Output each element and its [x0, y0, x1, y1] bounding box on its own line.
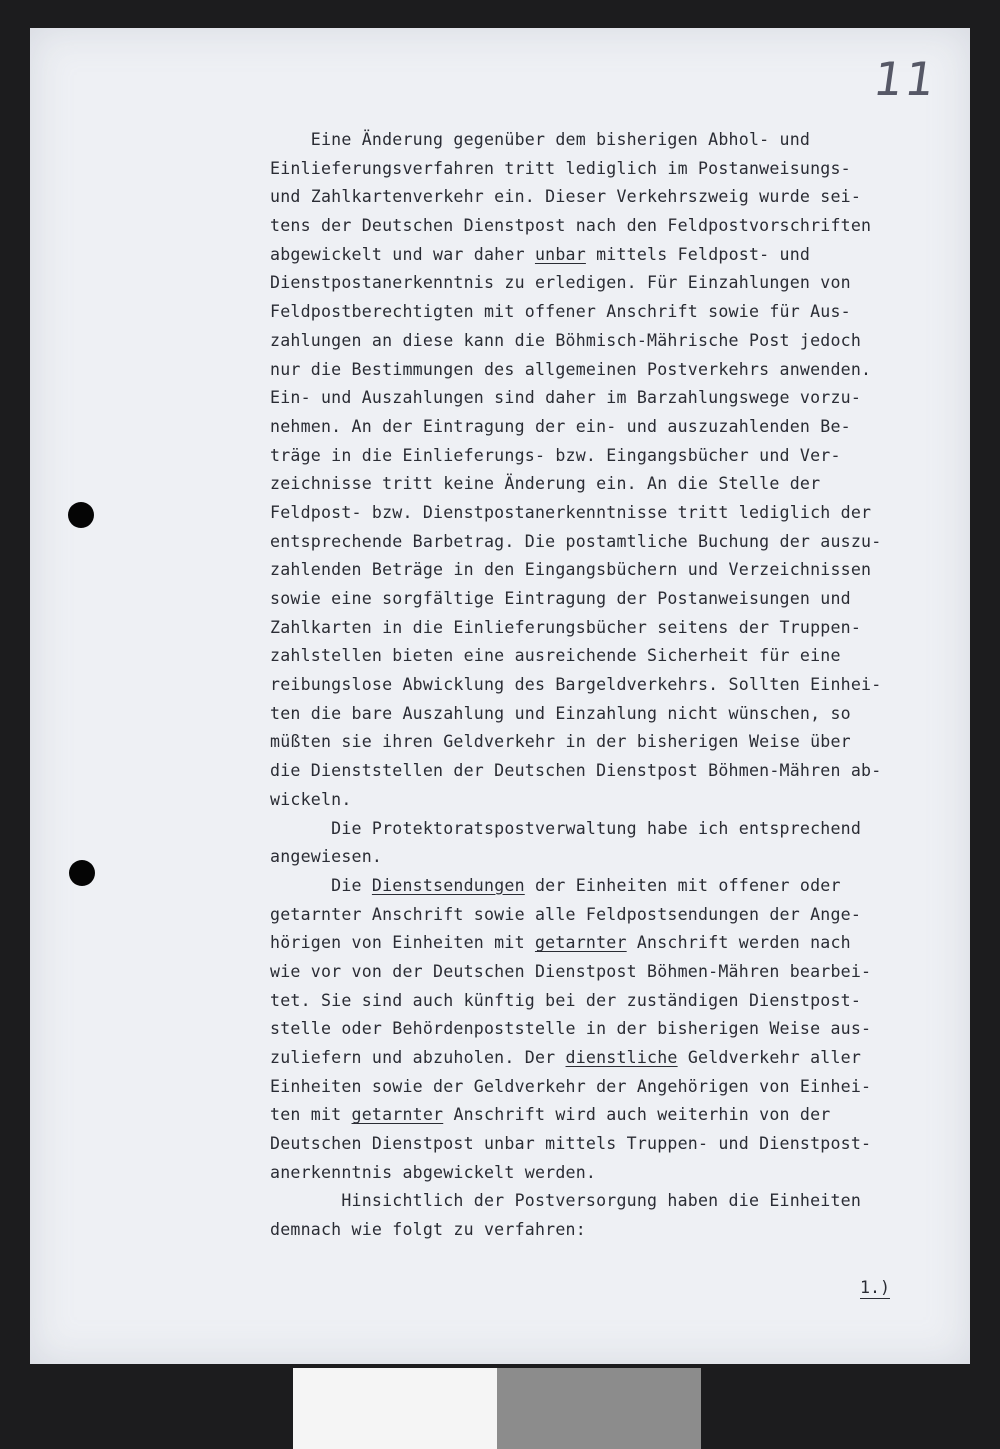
line-text: träge in die Einlieferungs- bzw. Eingangsbücher und Ver-	[270, 445, 841, 465]
line-text: Feldpost- bzw. Dienstpostanerkenntnisse tritt lediglich der	[270, 502, 872, 522]
line-text: tens der Deutschen Dienstpost nach den Feldpostvorschriften	[270, 216, 872, 236]
punch-hole-lower	[69, 860, 95, 886]
line-text: Anschrift wird auch weiterhin von der	[443, 1105, 831, 1125]
scan-calibration-white	[293, 1368, 497, 1449]
text-line	[270, 1044, 970, 1073]
text-line	[270, 1101, 970, 1130]
line-text: entsprechende Barbetrag. Die postamtliche Buchung der auszu-	[270, 531, 882, 551]
text-line	[270, 958, 970, 987]
line-text: hörigen von Einheiten mit	[270, 933, 535, 953]
text-line	[270, 556, 970, 585]
line-text: zahlenden Beträge in den Eingangsbüchern und Verzeichnissen	[270, 560, 872, 580]
text-line	[270, 1159, 970, 1188]
line-text: Geldverkehr aller	[677, 1048, 862, 1067]
line-text: und Zahlkartenverkehr ein. Dieser Verkehrszweig wurde sei-	[270, 187, 862, 207]
text-line	[270, 356, 970, 385]
line-text: zeichnisse tritt keine Änderung ein. An die Stelle der	[270, 474, 821, 494]
line-text: Deutschen Dienstpost unbar mittels Truppen- und Dienstpost-	[270, 1134, 872, 1154]
line-text: stelle oder Behördenpoststelle in der bisherigen Weise aus-	[270, 1019, 872, 1039]
text-line	[270, 442, 970, 471]
text-line	[270, 126, 970, 155]
folio-number: 11	[870, 52, 941, 106]
line-text: Anschrift werden nach	[626, 933, 851, 953]
line-text: zuliefern und abzuholen. Der	[270, 1048, 566, 1067]
text-line	[270, 614, 970, 643]
text-line	[270, 786, 970, 815]
text-line	[270, 241, 970, 270]
text-line	[270, 528, 970, 557]
text-line	[270, 327, 970, 356]
punch-hole-upper	[68, 502, 94, 528]
text-line	[270, 929, 970, 958]
line-text: Einheiten sowie der Geldverkehr der Angehörigen von Einhei-	[270, 1076, 872, 1096]
line-text: mittels Feldpost- und	[585, 244, 811, 264]
text-line	[270, 155, 970, 184]
text-line	[270, 212, 970, 241]
text-line	[270, 700, 970, 729]
line-text: demnach wie folgt zu verfahren:	[270, 1220, 586, 1240]
text-line	[270, 298, 970, 327]
text-line	[270, 1187, 970, 1216]
line-text: ten die bare Auszahlung und Einzahlung nicht wünschen, so	[270, 703, 851, 723]
line-text: Feldpostberechtigten mit offener Anschrift sowie für Aus-	[270, 302, 851, 322]
text-line	[270, 901, 970, 930]
line-text: ten mit	[270, 1105, 352, 1125]
underlined-term: getarnter	[351, 1105, 444, 1125]
underlined-term: getarnter	[534, 933, 627, 953]
underlined-term: Dienstsendungen	[371, 875, 525, 895]
line-text: Eine Änderung gegenüber dem bisherigen Abhol- und	[270, 130, 811, 149]
line-text: angewiesen.	[270, 847, 383, 867]
underlined-term: unbar	[534, 244, 586, 264]
text-line	[270, 470, 970, 499]
text-line	[270, 642, 970, 671]
line-text: müßten sie ihren Geldverkehr in der bisherigen Weise über	[270, 732, 851, 752]
text-line	[270, 728, 970, 757]
line-text: Die	[270, 875, 372, 895]
line-text: wickeln.	[270, 789, 352, 809]
line-text: wie vor von der Deutschen Dienstpost Böhmen-Mähren bearbei-	[270, 961, 872, 981]
underlined-term: dienstliche	[565, 1048, 678, 1067]
line-text: Ein- und Auszahlungen sind daher im Barzahlungswege vorzu-	[270, 388, 862, 408]
text-line	[270, 843, 970, 872]
line-text: tet. Sie sind auch künftig bei der zuständigen Dienstpost-	[270, 990, 862, 1010]
line-text: reibungslose Abwicklung des Bargeldverkehrs. Sollten Einhei-	[270, 675, 882, 695]
line-text: sowie eine sorgfältige Eintragung der Postanweisungen und	[270, 589, 851, 608]
line-text: Zahlkarten in die Einlieferungsbücher seitens der Truppen-	[270, 617, 862, 637]
text-line	[270, 499, 970, 528]
text-line	[270, 1015, 970, 1044]
text-line	[270, 815, 970, 844]
scan-calibration-gray	[497, 1368, 701, 1449]
text-line	[270, 1130, 970, 1159]
line-text: Hinsichtlich der Postversorgung haben die Einheiten	[270, 1191, 862, 1211]
continuation-marker: 1.)	[860, 1278, 890, 1297]
text-line	[270, 1073, 970, 1102]
line-text: anerkenntnis abgewickelt werden.	[270, 1162, 597, 1182]
body-text	[270, 126, 970, 1245]
line-text: zahlungen an diese kann die Böhmisch-Mährische Post jedoch	[270, 330, 862, 350]
text-line	[270, 757, 970, 786]
text-line	[270, 413, 970, 442]
text-line	[270, 671, 970, 700]
text-line	[270, 872, 970, 901]
text-line	[270, 987, 970, 1016]
line-text: getarnter Anschrift sowie alle Feldpostsendungen der Ange-	[270, 904, 862, 924]
text-line	[270, 1216, 970, 1245]
line-text: Dienstpostanerkenntnis zu erledigen. Für Einzahlungen von	[270, 273, 851, 293]
line-text: Einlieferungsverfahren tritt lediglich im Postanweisungs-	[270, 158, 851, 178]
text-line	[270, 183, 970, 212]
line-text: nur die Bestimmungen des allgemeinen Postverkehrs anwenden.	[270, 359, 872, 379]
line-text: zahlstellen bieten eine ausreichende Sicherheit für eine	[270, 646, 841, 666]
text-line	[270, 384, 970, 413]
text-line	[270, 269, 970, 298]
line-text: der Einheiten mit offener oder	[524, 875, 841, 895]
line-text: die Dienststellen der Deutschen Dienstpost Böhmen-Mähren ab-	[270, 761, 882, 781]
line-text: abgewickelt und war daher	[270, 244, 535, 264]
line-text: nehmen. An der Eintragung der ein- und auszuzahlenden Be-	[270, 416, 851, 436]
text-line	[270, 585, 970, 614]
line-text: Die Protektoratspostverwaltung habe ich entsprechend	[270, 818, 862, 838]
